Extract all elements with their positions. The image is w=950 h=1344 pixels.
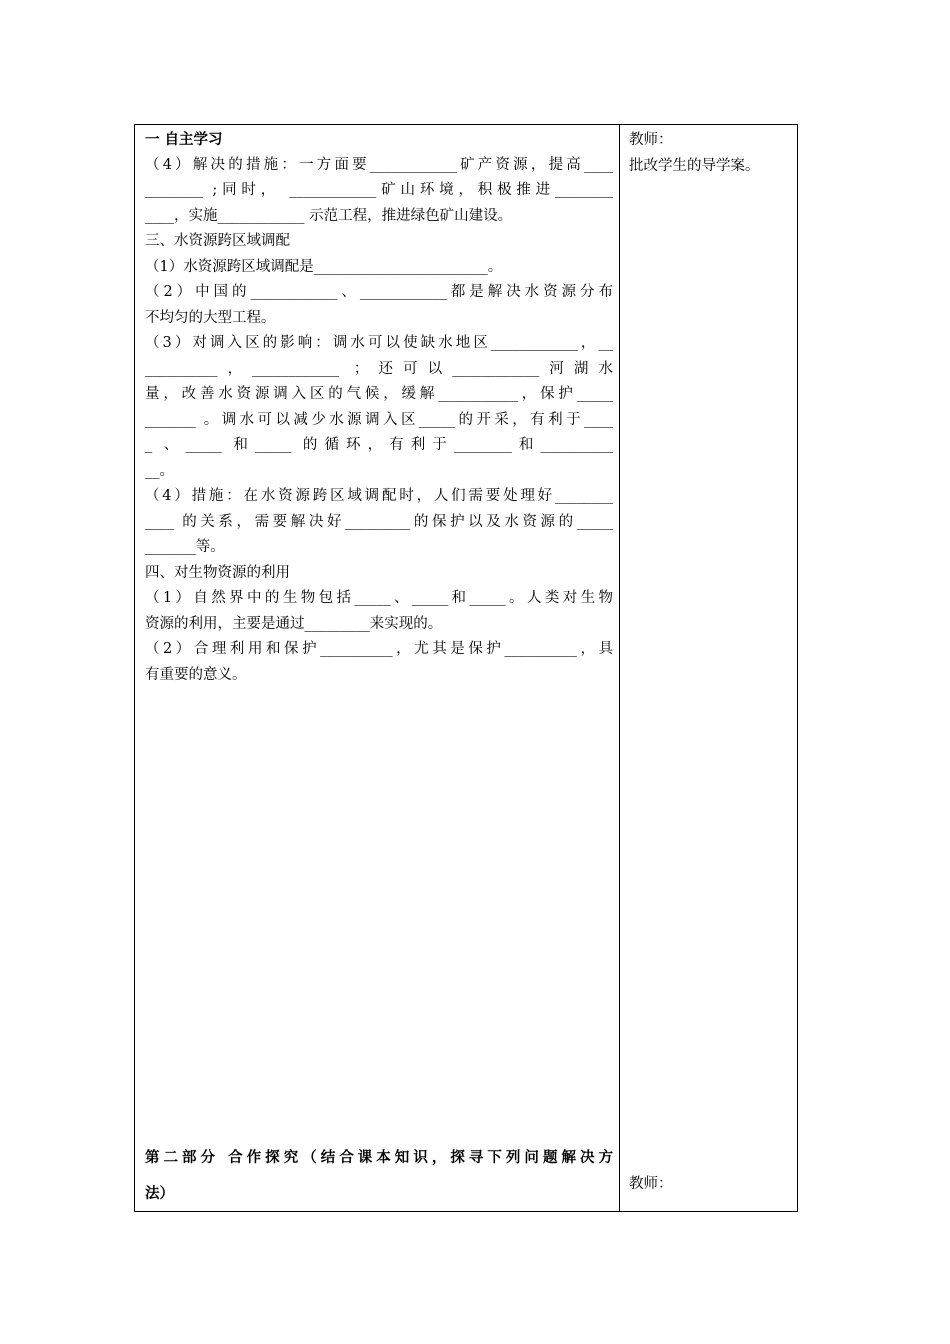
text-line: __________，____________ ；还可以____________河湖水 xyxy=(145,360,613,377)
teacher-notes-cell xyxy=(620,125,797,1211)
text-line: （1）水资源跨区域调配是________________________。 xyxy=(145,258,503,275)
teacher-note: 批改学生的导学案。 xyxy=(629,158,760,174)
text-line: _______ 。调水可以减少水源调入区_____的开采，有利于____ xyxy=(145,411,613,428)
part-two-heading xyxy=(145,1143,613,1209)
text-line: （4）措施：在水资源跨区域调配时，人们需要处理好________ xyxy=(145,488,613,504)
text-line: ____，实施____________ 示范工程，推进绿色矿山建设。 xyxy=(145,207,513,224)
text-line: 有重要的意义。 xyxy=(145,666,247,683)
text-line: （1）自然界中的生物包括_____、_____和_____。人类对生物 xyxy=(145,590,613,606)
part-two-heading-line2: 法） xyxy=(145,1185,174,1202)
teacher-label-bottom: 教师： xyxy=(629,1176,673,1192)
text-line: 一 自主学习 xyxy=(145,131,223,148)
text-line: ________ ;同时， ____________矿山环境，积极推进________ xyxy=(145,182,613,198)
text-line: 不均匀的大型工程。 xyxy=(145,309,276,326)
text-line: __。 xyxy=(145,462,174,479)
main-content-cell xyxy=(135,125,620,1211)
text-line: （2）中国的____________、____________都是解决水资源分布 xyxy=(145,284,613,300)
teacher-label-top: 教师： xyxy=(629,132,673,148)
text-line: ____ 的关系，需要解决好_________的保护以及水资源的_____ xyxy=(145,513,613,530)
text-line: 资源的利用，主要是通过_________来实现的。 xyxy=(145,615,443,632)
text-line: _ 、_____ 和_____ 的循环，有利于________和__________ xyxy=(145,437,613,453)
text-line: 三、水资源跨区域调配 xyxy=(145,233,290,249)
worksheet-table xyxy=(134,124,798,1212)
text-line: 量，改善水资源调入区的气候，缓解___________，保护_____ xyxy=(145,386,613,402)
text-line: （4）解决的措施：一方面要____________矿产资源，提高____ xyxy=(145,156,613,173)
part-two-heading-line1: 第二部分 合作探究（结合课本知识，探寻下列问题解决方 xyxy=(145,1149,613,1166)
text-line: 四、对生物资源的利用 xyxy=(145,564,290,581)
text-line: （2）合理利用和保护__________，尤其是保护__________，具 xyxy=(145,641,613,657)
self-study-section xyxy=(145,127,613,688)
text-line: _______等。 xyxy=(145,539,225,555)
text-line: （3）对调入区的影响：调水可以使缺水地区____________，__ xyxy=(145,335,613,351)
